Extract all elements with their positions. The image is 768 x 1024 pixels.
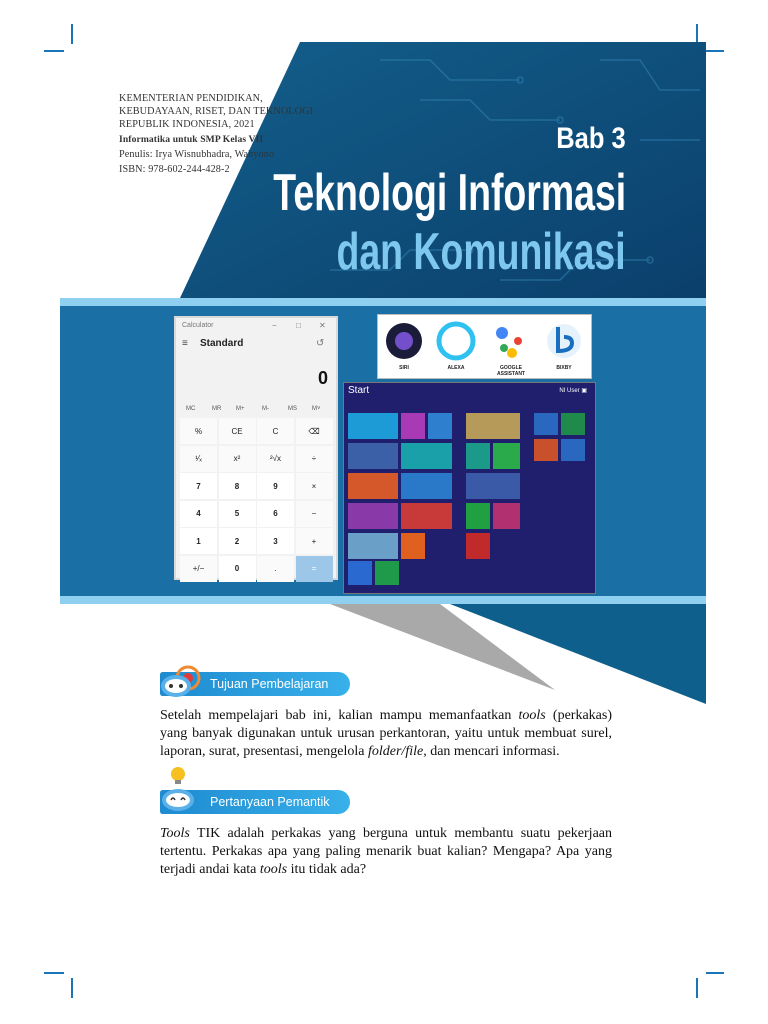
onedrive-tile [428, 413, 452, 439]
robot-icon [158, 664, 206, 700]
travel-tile [466, 473, 520, 499]
assistant-label: ALEXA [447, 365, 465, 371]
memory-key: M˅ [312, 406, 321, 412]
store-tile [401, 503, 452, 529]
calculator-key: ⌫ [296, 418, 333, 444]
calculator-key: 6 [257, 501, 294, 527]
powerpoint-tile [534, 439, 558, 461]
user-icon: ▣ [581, 388, 587, 394]
calculator-key: 3 [257, 528, 294, 554]
calculator-key: ¹⁄ₓ [180, 446, 217, 472]
close-icon: ✕ [319, 321, 326, 330]
calculator-key: 9 [257, 473, 294, 499]
calculator-key: CE [219, 418, 256, 444]
robot-lightbulb-icon [158, 764, 206, 814]
memory-key: MS [288, 406, 297, 412]
calculator-key: x² [219, 446, 256, 472]
isbn: ISBN: 978-602-244-428-2 [119, 164, 230, 175]
people-tile [401, 413, 425, 439]
landscape-tile [466, 413, 520, 439]
minimize-icon: − [272, 321, 277, 330]
calculator-key: + [296, 528, 333, 554]
calendar-tile [466, 443, 490, 469]
history-icon: ↺ [316, 338, 325, 349]
memory-key: M+ [236, 406, 245, 412]
calculator-key: ²√x [257, 446, 294, 472]
calculator-title: Calculator [182, 322, 214, 329]
calculator-key: 2 [219, 528, 256, 554]
memory-key: M- [262, 406, 269, 412]
start-screen-screenshot [343, 382, 596, 594]
calculator-key: 5 [219, 501, 256, 527]
word-tile [561, 439, 585, 461]
assistant-label: SIRI [399, 365, 409, 371]
games-tile [466, 503, 490, 529]
learning-goal-label: Tujuan Pembelajaran [210, 677, 329, 691]
calculator-mode: Standard [200, 338, 244, 349]
chapter-title-line2: dan Komunikasi [336, 223, 626, 281]
music-tile [401, 533, 425, 559]
calculator-key: 7 [180, 473, 217, 499]
chapter-number: Bab 3 [556, 122, 626, 155]
chapter-title-line1: Teknologi Informasi [273, 164, 626, 222]
start-title: Start [348, 385, 370, 396]
video-tile [466, 533, 490, 559]
excel-tile [561, 413, 585, 435]
weather-tile [401, 473, 452, 499]
bixby-icon [547, 324, 581, 358]
assistant-label: BIXBY [556, 365, 572, 371]
desktop-tile [348, 533, 398, 559]
finance-tile [493, 443, 520, 469]
calculator-key: . [257, 556, 294, 582]
top-strip [60, 298, 706, 306]
publisher-line: KEBUDAYAAN, RISET, DAN TEKNOLOGI [119, 106, 314, 117]
calculator-display: 0 [317, 368, 328, 388]
people-tile-2 [348, 473, 398, 499]
calculator-key: 1 [180, 528, 217, 554]
publisher-line: KEMENTERIAN PENDIDIKAN, [119, 93, 263, 104]
calculator-key: 8 [219, 473, 256, 499]
learning-goal-text: Setelah mempelajari bab ini, kalian mampu memanfaatkan tools (perkakas) yang banyak digunakan untuk urusan perkantoran, yaitu untuk membuat surel, laporan, surat, presentasi, mengelola folder/file, dan mencari informasi. [160, 708, 612, 759]
calculator-screenshot [174, 316, 338, 580]
trigger-question-text: Tools TIK adalah perkakas yang berguna untuk membantu suatu pekerjaan tertentu. Perkakas apa yang paling menarik buat kalian? Mengapa? Apa yang terjadi andai kata tools itu tidak ada? [160, 826, 612, 877]
publisher-line: REPUBLIK INDONESIA, 2021 [119, 119, 255, 130]
calculator-key: 0 [219, 556, 256, 582]
calculator-key: × [296, 473, 333, 499]
google-assistant-icon [496, 327, 522, 358]
authors: Penulis: Irya Wisnubhadra, Wahyono [119, 149, 275, 160]
ie-tile [348, 561, 372, 585]
start-user: NI User ▣ [559, 388, 587, 394]
mail-tile [348, 413, 398, 439]
voice-assistants-panel [377, 314, 592, 379]
book-title: Informatika untuk SMP Kelas VII [119, 134, 264, 145]
maximize-icon: □ [296, 321, 301, 330]
messaging-tile [348, 503, 398, 529]
calculator-key: − [296, 501, 333, 527]
camera-tile [493, 503, 520, 529]
calculator-key: ÷ [296, 446, 333, 472]
news-tile [348, 443, 398, 469]
memory-key: MC [186, 406, 196, 412]
alexa-icon [439, 324, 473, 358]
calculator-key: 4 [180, 501, 217, 527]
memory-key: MR [212, 406, 222, 412]
outlook-tile [534, 413, 558, 435]
photos-tile [401, 443, 452, 469]
menu-icon: ≡ [182, 338, 188, 349]
calculator-key: = [296, 556, 333, 582]
calculator-key: % [180, 418, 217, 444]
bottom-strip [60, 596, 706, 604]
trigger-question-label: Pertanyaan Pemantik [210, 795, 330, 809]
assistant-label: GOOGLE ASSISTANT [497, 365, 525, 377]
calculator-key: +/− [180, 556, 217, 582]
calculator-key: C [257, 418, 294, 444]
store-app-tile [375, 561, 399, 585]
